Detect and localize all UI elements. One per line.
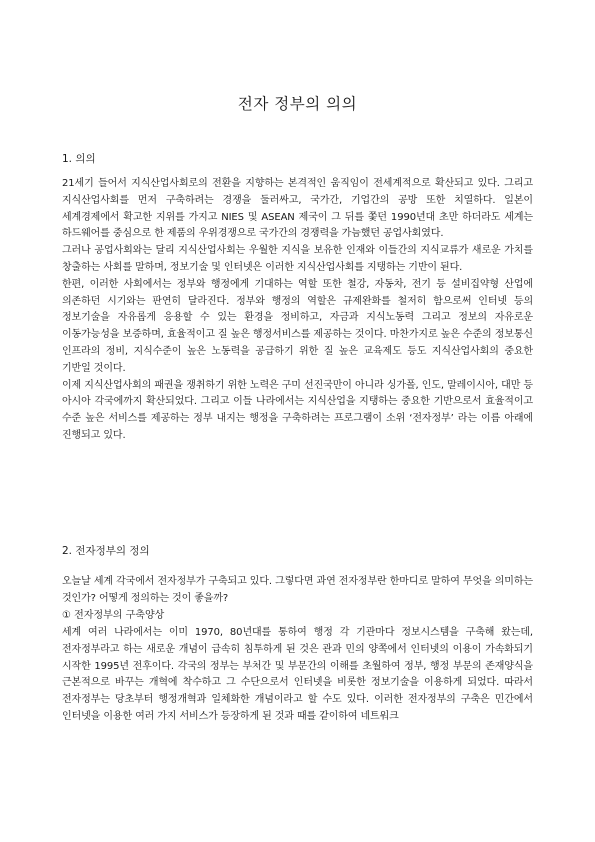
section-1-paragraph: 그러나 공업사회와는 달리 지식산업사회는 우월한 지식을 보유한 인재와 이들간의 지식교류가 새로운 가치를 창출하는 사회를 말하며, 정보기술 및 인터넷은 이러한 지식산업사회를 지탱하는 기반이 된다. <box>62 245 533 273</box>
section-2-subheading: ① 전자정부의 구축양상 <box>62 610 165 621</box>
section-1-paragraph: 한편, 이러한 사회에서는 정부와 행정에게 기대하는 역할 또한 철강, 자동차, 전기 등 설비집약형 산업에 의존하던 시기와는 판연히 달라진다. 정부와 행정의 역할은 규제완화를 철저히 함으로써 인터넷 등의 정보기술을 자유롭게 응용할 수 있는 환경을 정비하고, 자금과 지식노동력 그리고 정보의 자유로운 이동가능성을 보증하며, 효율적이고 질 높은 행정서비스를 제공하는 것이다. 마찬가지로 높은 수준의 정보통신 인프라의 정비, 지식수준이 높은 노동력을 공급하기 위한 질 높은 교육제도 등도 지식산업사회의 중요한 기반일 것이다. <box>62 278 533 374</box>
section-2-heading: 2. 전자정부의 정의 <box>62 545 150 557</box>
section-1-body <box>62 176 533 445</box>
section-1-heading: 1. 의의 <box>62 153 96 165</box>
section-2-intro: 오늘날 세계 각국에서 전자정부가 구축되고 있다. 그렇다면 과연 전자정부란 한마디로 말하여 무엇을 의미하는 것인가? 어떻게 정의하는 것이 좋을까? <box>62 576 533 604</box>
section-1-paragraph: 이제 지식산업사회의 패권을 쟁취하기 위한 노력은 구미 선진국만이 아니라 싱가폴, 인도, 말레이시아, 대만 등 아시아 각국에까지 확산되었다. 그리고 이들 나라에서는 지식산업을 지탱하는 중요한 기반으로서 효율적이고 수준 높은 서비스를 제공하는 정부 내지는 행정을 구축하려는 프로그램이 소위 ‘전자정부’ 라는 이름 아래에 진행되고 있다. <box>62 379 533 441</box>
section-2-body: 세계 여러 나라에서는 이미 1970, 80년대를 통하여 행정 각 기관마다 정보시스템을 구축해 왔는데, 전자정부라고 하는 새로운 개념이 급속히 침투하게 된 것은 관과 민의 양쪽에서 인터넷의 이용이 가속화되기 시작한 1995년 전후이다. 각국의 정부는 부처간 및 부문간의 이해를 초월하여 정부, 행정 부문의 존재양식을 근본적으로 바꾸는 개혁에 착수하고 그 수단으로서 인터넷을 비롯한 정보기술을 이용하게 되었다. 따라서 전자정부는 당초부터 행정개혁과 일체화한 개념이라고 할 수도 있다. 이러한 전자정부의 구축은 민간에서 인터넷을 이용한 여러 가지 서비스가 등장하게 된 것과 때를 같이하여 네트워크 <box>62 627 533 722</box>
document-title: 전자 정부의 의의 <box>237 95 358 113</box>
section-1-paragraph: 21세기 들어서 지식산업사회로의 전환을 지향하는 본격적인 움직임이 전세계적으로 확산되고 있다. 그리고 지식산업사회를 먼저 구축하려는 경쟁을 둘러싸고, 국가간, 기업간의 공방 또한 치열하다. 일본이 세계경제에서 확고한 지위를 가지고 NIES 및 ASEAN 제국이 그 뒤를 쫓던 1990년대 초만 하더라도 세계는 하드웨어를 중심으로 한 제품의 우위경쟁으로 국가간의 경쟁력을 가늠했던 공업사회였다. <box>62 178 533 240</box>
